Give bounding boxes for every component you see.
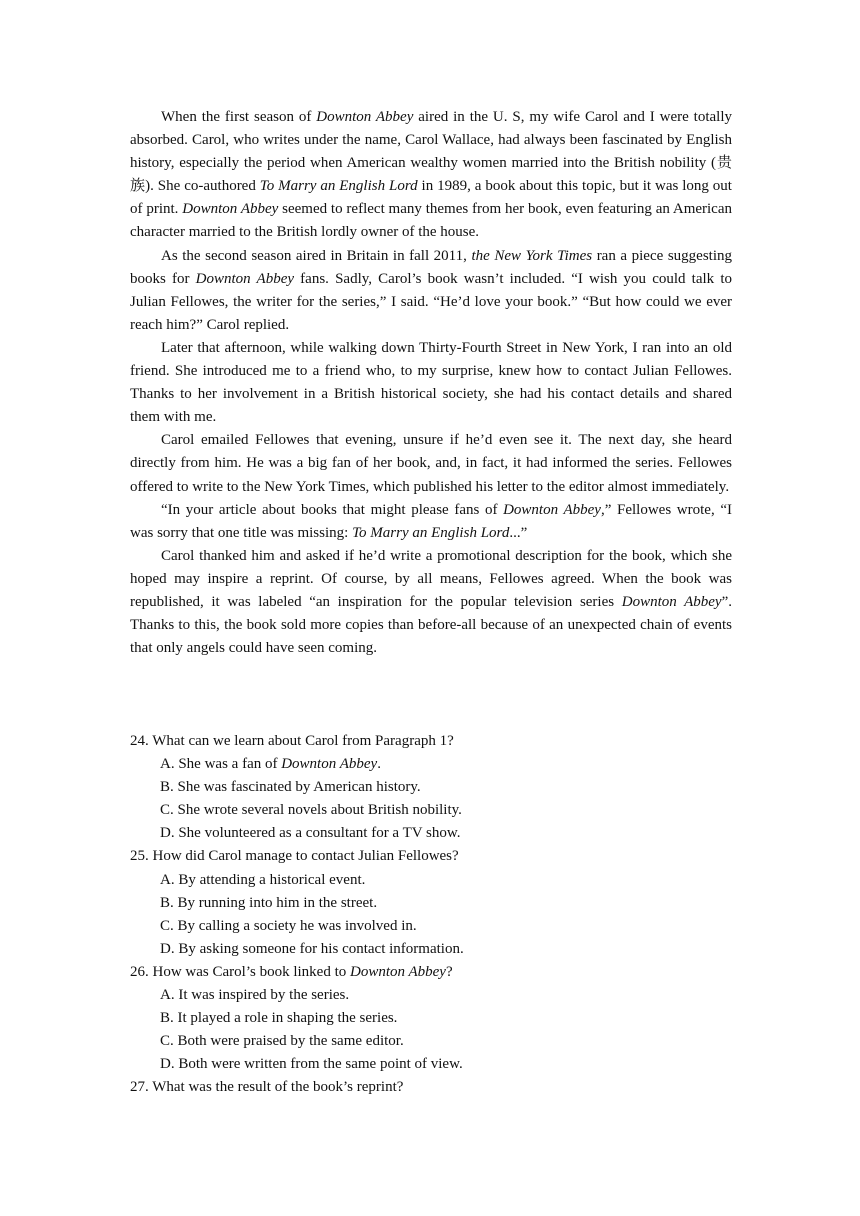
reading-passage (130, 106, 732, 660)
italic-title: Downton Abbey (349, 963, 446, 980)
option-b: B. She was fascinated by American history. (160, 779, 421, 796)
italic-title: To Marry an English Lord (259, 178, 418, 195)
text-run: Carol thanked him and asked if he’d write a promotional description for the book, which she hoped may inspire a reprint. Of course, by all means, Fellowes agreed. When the book was republished, it was labeled “an inspiration for the popular television series (130, 547, 732, 610)
option-d: D. She volunteered as a consultant for a TV show. (160, 825, 461, 842)
option-c: C. By calling a society he was involved in. (160, 917, 417, 934)
text-run: When the first season of (161, 109, 317, 125)
italic-title: Downton Abbey (316, 109, 414, 125)
text-run: 26. How was Carol’s book linked to (130, 963, 350, 980)
paragraph-5 (130, 499, 732, 545)
italic-title: Downton Abbey (195, 270, 295, 287)
paragraph-2 (130, 245, 732, 337)
text-run: ? (445, 963, 453, 980)
option-c: C. She wrote several novels about British nobility. (160, 802, 462, 819)
question-list (130, 730, 732, 1100)
text-run: ran a piece suggesting books for (130, 247, 733, 287)
option-b: B. By running into him in the street. (160, 894, 378, 911)
italic-title: Downton Abbey (621, 593, 722, 610)
paragraph-3: Later that afternoon, while walking down Thirty-Fourth Street in New York, I ran into an old friend. She introduced me to a friend who, to my surprise, knew how to contact Julian Fellowes. Thanks to her involvement in a British historical society, she had his contact details and shared them with me. (130, 339, 732, 426)
text-run: “In your article about books that might please fans of (161, 501, 504, 518)
option-b: B. It played a role in shaping the series. (160, 1010, 398, 1027)
option-c: C. Both were praised by the same editor. (160, 1033, 404, 1050)
option-a (130, 753, 732, 776)
text-run: aired in the U. S, my wife Carol and I were totally absorbed. Carol, who writes under the name, Carol Wallace, had always been fascinated by English history, especially the period when American wealthy women married into the British nobility (贵族). She co-authored (130, 109, 732, 195)
question-25 (130, 845, 732, 960)
question-stem: 27. What was the result of the book’s reprint? (130, 1079, 404, 1096)
text-run: A. She was a fan of (160, 756, 282, 773)
paragraph-6 (130, 545, 732, 660)
paragraph-4: Carol emailed Fellowes that evening, unsure if he’d even see it. The next day, she heard directly from him. He was a big fan of her book, and, in fact, it had informed the series. Fellowes offered to write to the New York Times, which published his letter to the editor almost immediately. (130, 432, 732, 495)
option-a: A. By attending a historical event. (160, 871, 366, 888)
text-run: . (377, 756, 381, 773)
option-a: A. It was inspired by the series. (160, 987, 350, 1004)
question-stem: 25. How did Carol manage to contact Julian Fellowes? (130, 848, 459, 865)
italic-title: the New York Times (471, 247, 593, 264)
text-run: ...” (509, 524, 528, 541)
text-run: As the second season aired in Britain in fall 2011, (161, 247, 472, 264)
question-26 (130, 961, 732, 1076)
option-d: D. Both were written from the same point of view. (160, 1056, 463, 1073)
italic-title: To Marry an English Lord (352, 524, 510, 541)
question-stem (130, 961, 732, 984)
italic-title: Downton Abbey (182, 201, 279, 218)
question-24 (130, 730, 732, 845)
question-27 (130, 1076, 732, 1099)
text-run: fans. Sadly, Carol’s book wasn’t included. “I wish you could talk to Julian Fellowes, the writer for the series,” I said. “He’d love your book.” “But how could we ever reach him?” Carol replied. (130, 270, 732, 333)
option-d: D. By asking someone for his contact information. (160, 940, 464, 957)
text-run: ,” Fellowes wrote, “I was sorry that one title was missing: (130, 501, 732, 541)
text-run: in 1989, a book about this topic, but it was long out of print. (130, 178, 732, 218)
question-stem: 24. What can we learn about Carol from Paragraph 1? (130, 733, 454, 749)
paragraph-1 (130, 106, 732, 245)
text-run: seemed to reflect many themes from her book, even featuring an American character married to the British lordly owner of the house. (130, 201, 732, 241)
italic-title: Downton Abbey (281, 756, 378, 773)
text-run: ”. Thanks to this, the book sold more copies than before-all because of an unexpected chain of events that only angels could have seen coming. (130, 593, 732, 657)
italic-title: Downton Abbey (503, 501, 601, 518)
